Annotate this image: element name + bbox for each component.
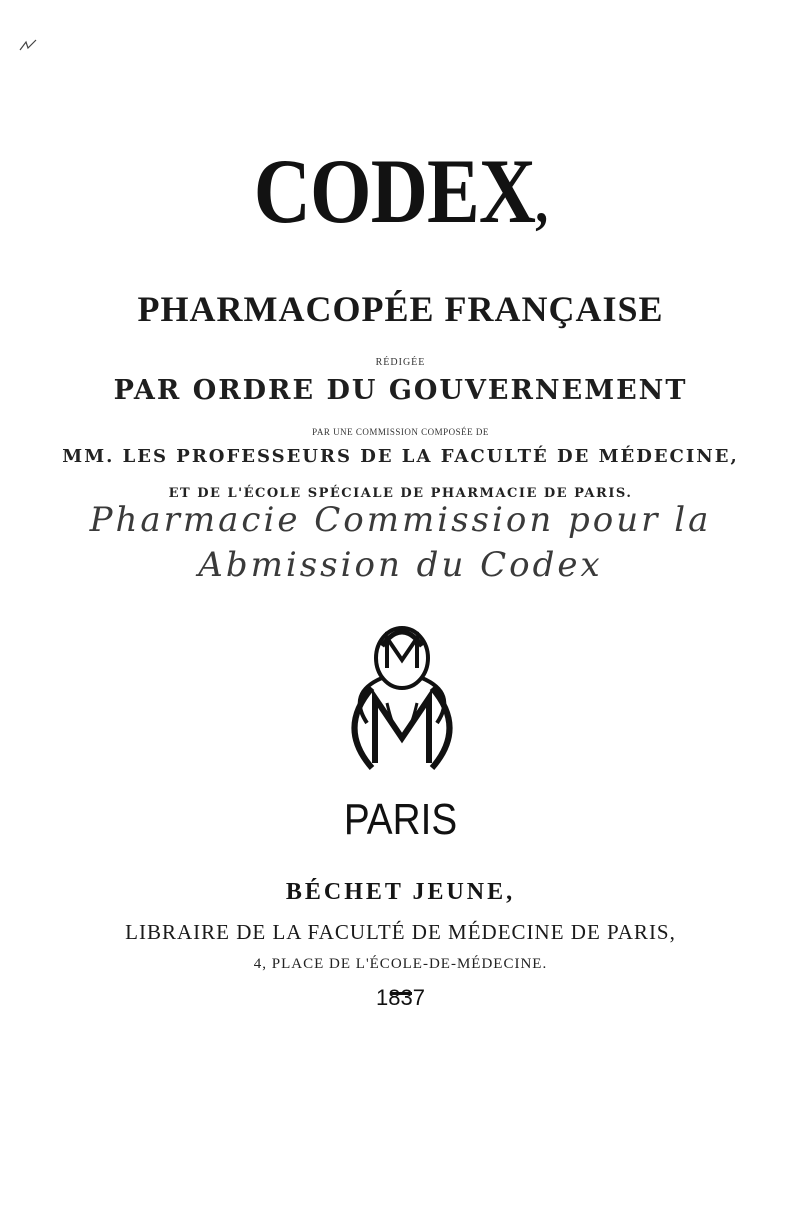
publication-city: PARIS (343, 795, 458, 844)
publisher-title: LIBRAIRE DE LA FACULTÉ DE MÉDECINE DE PARIS, (125, 920, 676, 944)
publisher-address: 4, PLACE DE L'ÉCOLE-DE-MÉDECINE. (253, 956, 548, 972)
school-line: ET DE L'ÉCOLE SPÉCIALE DE PHARMACIE DE PARIS. (168, 486, 633, 501)
monogram-seal-icon (327, 598, 477, 778)
pen-mark-icon (18, 38, 38, 54)
book-title (56, 138, 745, 244)
dedicace-label: RÉDIGÉE (375, 357, 426, 368)
professors-line: MM. LES PROFESSEURS DE LA FACULTÉ DE MÉDECINE, (62, 446, 739, 467)
title-text: CODEX (253, 140, 536, 242)
handwritten-inscription-line-1: Pharmacie Commission pour la (89, 500, 712, 540)
order-line: PAR ORDRE DU GOUVERNEMENT (113, 375, 688, 406)
publisher-name: BÉCHET JEUNE, (285, 879, 516, 905)
handwritten-inscription-line-2: Abmission du Codex (198, 545, 603, 585)
commission-line: PAR UNE COMMISSION COMPOSÉE DE (312, 427, 489, 437)
publication-year: 1837 (376, 985, 425, 1010)
title-punctuation: , (535, 169, 548, 235)
book-subtitle: PHARMACOPÉE FRANÇAISE (137, 289, 664, 329)
